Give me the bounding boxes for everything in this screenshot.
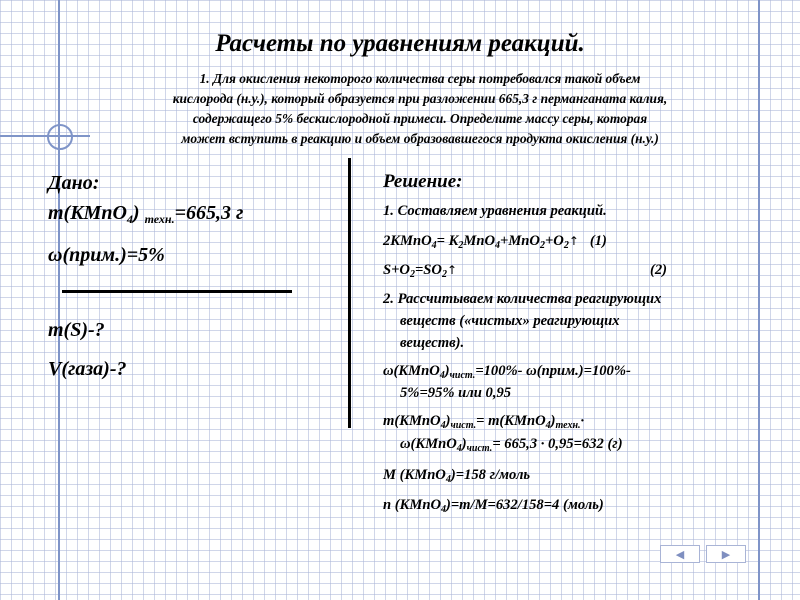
problem-line: может вступить в реакцию и объем образовавшегося продукта окисления (н.у.)	[181, 131, 659, 146]
given-impurity: ω(прим.)=5%	[48, 244, 165, 266]
given-heading: Дано:	[48, 172, 100, 194]
column-divider	[348, 158, 351, 428]
find-sulfur-mass: m(S)-?	[48, 319, 105, 341]
molar-mass: M (KMnO$_4$)=158 г/моль	[383, 467, 531, 485]
solution-step-2: 2. Рассчитываем количества реагирующих	[383, 291, 662, 307]
solution-step-1: 1. Составляем уравнения реакций.	[383, 203, 607, 219]
gas-arrow-icon: ↑	[568, 234, 579, 248]
pure-mass: $m(KMnO_4)_{чист.}=$ $m(KMnO_4)_{техн.}\cdot$	[383, 413, 585, 431]
forward-button[interactable]	[706, 545, 746, 563]
problem-line: содержащего 5% бескислородной примеси. Определите массу серы, которая	[192, 111, 648, 126]
equation-number: (2)	[650, 262, 668, 278]
reaction-equation-1: 2KMnO$_4$= $K_2MnO_4+MnO_2+O_2↑$ (1)	[383, 233, 607, 251]
amount-of-substance: n (KMnO$_4$)=m/M=632/158=4 (моль)	[383, 497, 604, 515]
gas-arrow-icon: ↑	[446, 263, 458, 277]
slide-title: Расчеты по уравнениям реакций.	[215, 30, 585, 57]
reaction-equation-2: $S+O_2=SO_2↑$	[383, 262, 458, 280]
problem-statement	[70, 69, 770, 149]
arrow-left-icon: ◀	[675, 547, 685, 561]
problem-line: 1. Для окисления некоторого количества серы потребовался такой объем	[199, 71, 641, 86]
arrow-right-icon: ▶	[721, 547, 731, 561]
solution-heading: Решение:	[383, 171, 463, 192]
given-mass	[48, 202, 243, 227]
purity-fraction-cont: 5%=95% или 0,95	[400, 385, 512, 401]
decor-vertical-line	[58, 0, 60, 600]
given-mass-value: =665,3 г	[174, 202, 244, 224]
find-gas-volume: V(газа)-?	[48, 358, 127, 380]
purity-fraction: $\omega(KMnO_4)_{чист.}=100\%-$ ω(прим.)=100%-	[383, 363, 631, 381]
given-mass-paren: )	[132, 202, 140, 224]
back-button[interactable]	[660, 545, 700, 563]
given-mass-subscript: 4	[126, 212, 133, 226]
solution-step-2-cont: веществ («чистых» реагирующих	[400, 313, 620, 329]
problem-line: кислорода (н.у.), который образуется при разложении 665,3 г перманганата калия,	[172, 91, 668, 106]
equation-number: (1)	[589, 233, 607, 249]
given-mass-left: m(KMnO	[48, 202, 127, 224]
solution-step-2-cont: веществ).	[400, 335, 465, 351]
given-separator-rule	[62, 290, 292, 293]
given-mass-tech-subscript: техн.	[144, 212, 175, 226]
pure-mass-cont: $\omega(KMnO_4)_{чист.}= 665,3 \cdot 0,95=632$ (г)	[400, 436, 623, 454]
